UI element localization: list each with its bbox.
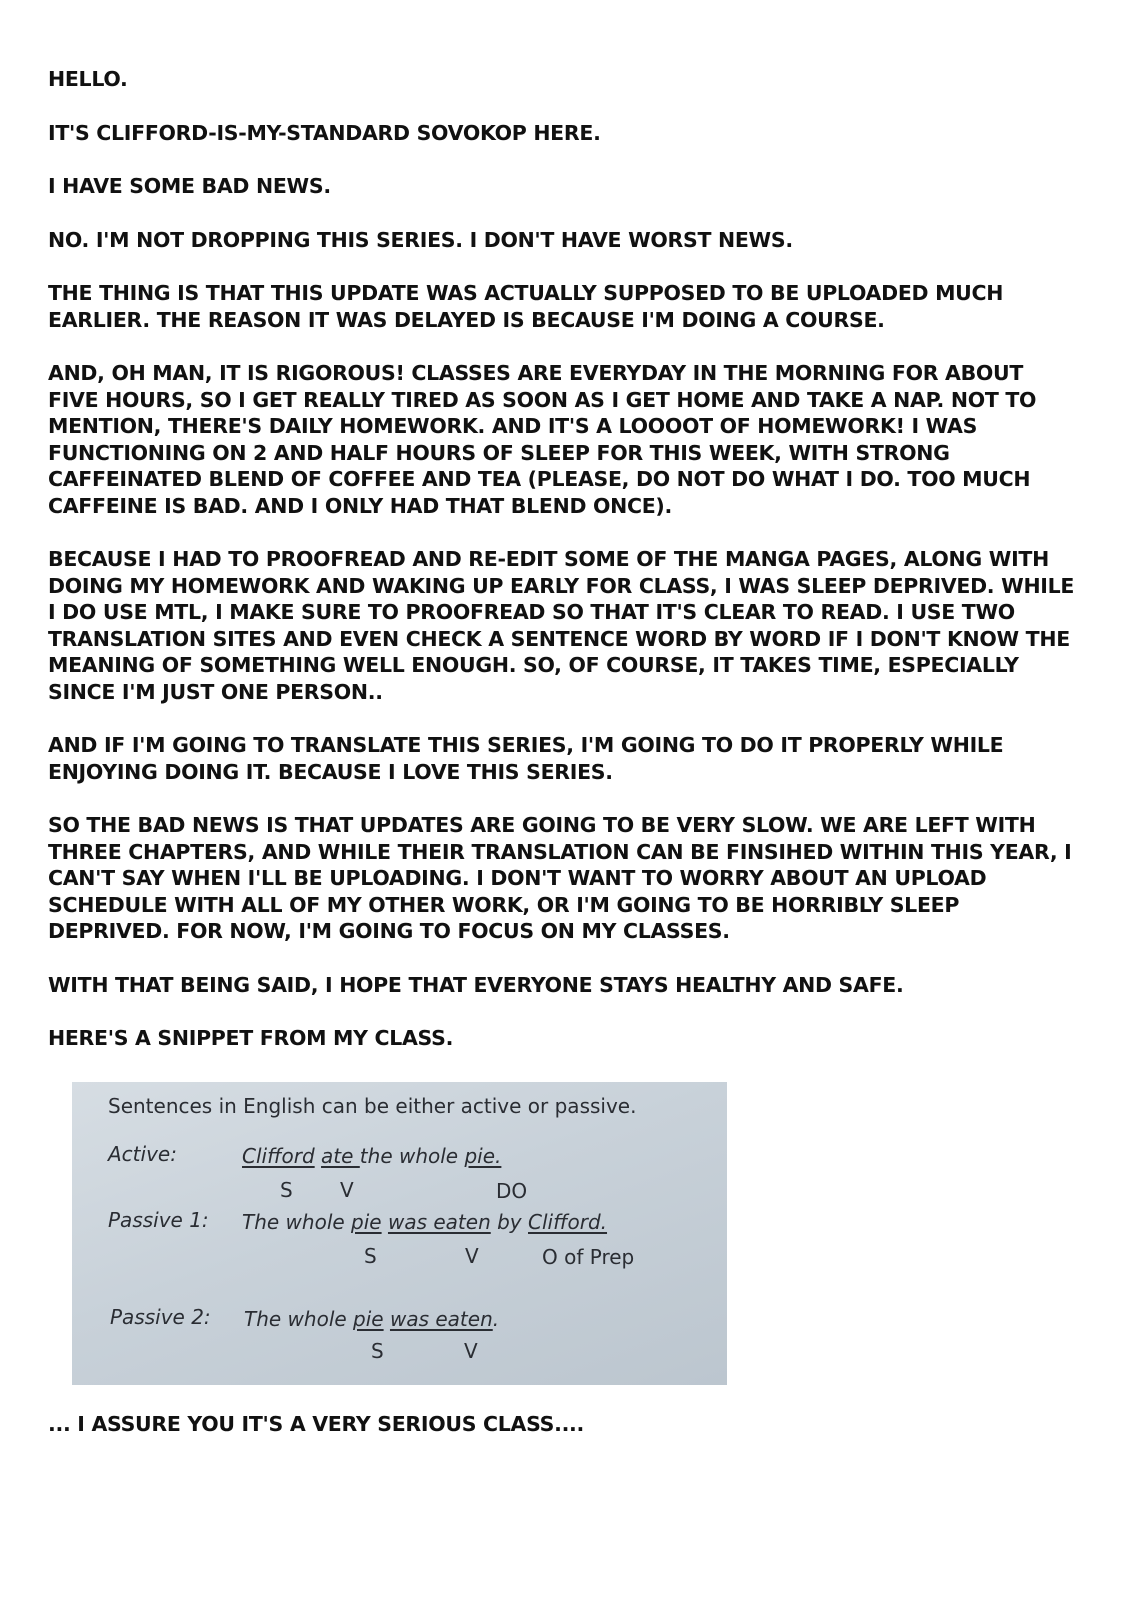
- closing-line: ... I ASSURE YOU IT'S A VERY SERIOUS CLASS....: [48, 1411, 585, 1436]
- well-wishes-line: WITH THAT BEING SAID, I HOPE THAT EVERYONE STAYS HEALTHY AND SAFE.: [48, 972, 904, 997]
- passive1-label: Passive 1:: [108, 1207, 209, 1232]
- introduction: IT'S CLIFFORD-IS-MY-STANDARD SOVOKOP HERE.: [48, 120, 601, 145]
- active-mark-v: V: [340, 1177, 354, 1202]
- passive1-sentence: [242, 1210, 607, 1234]
- passive1-subject: pie: [351, 1209, 382, 1234]
- delay-paragraph: THE THING IS THAT THIS UPDATE WAS ACTUALLY SUPPOSED TO BE UPLOADED MUCH EARLIER. THE REASON IT WAS DELAYED IS BECAUSE I'M DOING A COURSE.: [48, 281, 1004, 332]
- active-subject: Clifford: [242, 1143, 315, 1168]
- passive1-object: Clifford.: [528, 1209, 608, 1234]
- passive2-verb: was eaten: [389, 1306, 493, 1331]
- proofreading-paragraph: BECAUSE I HAD TO PROOFREAD AND RE-EDIT SOME OF THE MANGA PAGES, ALONG WITH DOING MY HOMEWORK AND WAKING UP EARLY FOR CLASS, I WAS SLEEP DEPRIVED. WHILE I DO USE MTL, I MAKE SURE TO PROOFREAD SO THAT IT'S CLEAR TO READ. I USE TWO TRANSLATION SITES AND EVEN CHECK A SENTENCE WORD BY WORD IF I DON'T KNOW THE MEANING OF SOMETHING WELL ENOUGH. SO, OF COURSE, IT TAKES TIME, ESPECIALLY SINCE I'M JUST ONE PERSON..: [48, 547, 1075, 704]
- passive2-sentence: [244, 1307, 499, 1331]
- passive2-mark-s: S: [371, 1338, 384, 1363]
- active-verb: ate: [321, 1143, 360, 1168]
- translator-note: [48, 66, 1078, 1464]
- snippet-intro: HERE'S A SNIPPET FROM MY CLASS.: [48, 1026, 454, 1050]
- passive1-prefix: The whole: [242, 1209, 352, 1234]
- passive1-by: by: [490, 1209, 528, 1234]
- passive2-prefix: The whole: [244, 1306, 354, 1331]
- active-object: pie.: [464, 1143, 502, 1168]
- active-sentence: [242, 1144, 501, 1168]
- bad-news-line: I HAVE SOME BAD NEWS.: [48, 174, 331, 198]
- passive1-mark-o-of-prep: O of Prep: [542, 1244, 635, 1269]
- active-middle: the whole: [359, 1143, 465, 1168]
- class-snippet-photo: [72, 1082, 727, 1385]
- passive2-mark-v: V: [464, 1338, 478, 1363]
- active-mark-s: S: [280, 1177, 293, 1202]
- snippet-heading: Sentences in English can be either active or passive.: [108, 1093, 637, 1118]
- course-paragraph: AND, OH MAN, IT IS RIGOROUS! CLASSES ARE EVERYDAY IN THE MORNING FOR ABOUT FIVE HOURS, SO I GET REALLY TIRED AS SOON AS I GET HOME AND TAKE A NAP. NOT TO MENTION, THERE'S DAILY HOMEWORK. AND IT'S A LOOOOT OF HOMEWORK! I WAS FUNCTIONING ON 2 AND HALF HOURS OF SLEEP FOR THIS WEEK, WITH STRONG CAFFEINATED BLEND OF COFFEE AND TEA (PLEASE, DO NOT DO WHAT I DO. TOO MUCH CAFFEINE IS BAD. AND I ONLY HAD THAT BLEND ONCE).: [48, 361, 1037, 518]
- passive2-subject: pie: [353, 1306, 384, 1331]
- greeting: HELLO.: [48, 67, 128, 91]
- commitment-paragraph: AND IF I'M GOING TO TRANSLATE THIS SERIES, I'M GOING TO DO IT PROPERLY WHILE ENJOYING DOING IT. BECAUSE I LOVE THIS SERIES.: [48, 733, 1004, 784]
- not-dropping-line: NO. I'M NOT DROPPING THIS SERIES. I DON'T HAVE WORST NEWS.: [48, 227, 793, 252]
- passive1-mark-s: S: [364, 1243, 377, 1268]
- passive1-verb: was eaten: [387, 1209, 491, 1234]
- passive1-mark-v: V: [465, 1243, 479, 1268]
- passive2-label: Passive 2:: [110, 1304, 211, 1329]
- passive2-end: .: [492, 1306, 500, 1331]
- active-mark-do: DO: [496, 1178, 528, 1203]
- slow-updates-paragraph: SO THE BAD NEWS IS THAT UPDATES ARE GOING TO BE VERY SLOW. WE ARE LEFT WITH THREE CHAPTERS, AND WHILE THEIR TRANSLATION CAN BE FINSIHED WITHIN THIS YEAR, I CAN'T SAY WHEN I'LL BE UPLOADING. I DON'T WANT TO WORRY ABOUT AN UPLOAD SCHEDULE WITH ALL OF MY OTHER WORK, OR I'M GOING TO BE HORRIBLY SLEEP DEPRIVED. FOR NOW, I'M GOING TO FOCUS ON MY CLASSES.: [48, 813, 1072, 943]
- active-label: Active:: [108, 1141, 177, 1166]
